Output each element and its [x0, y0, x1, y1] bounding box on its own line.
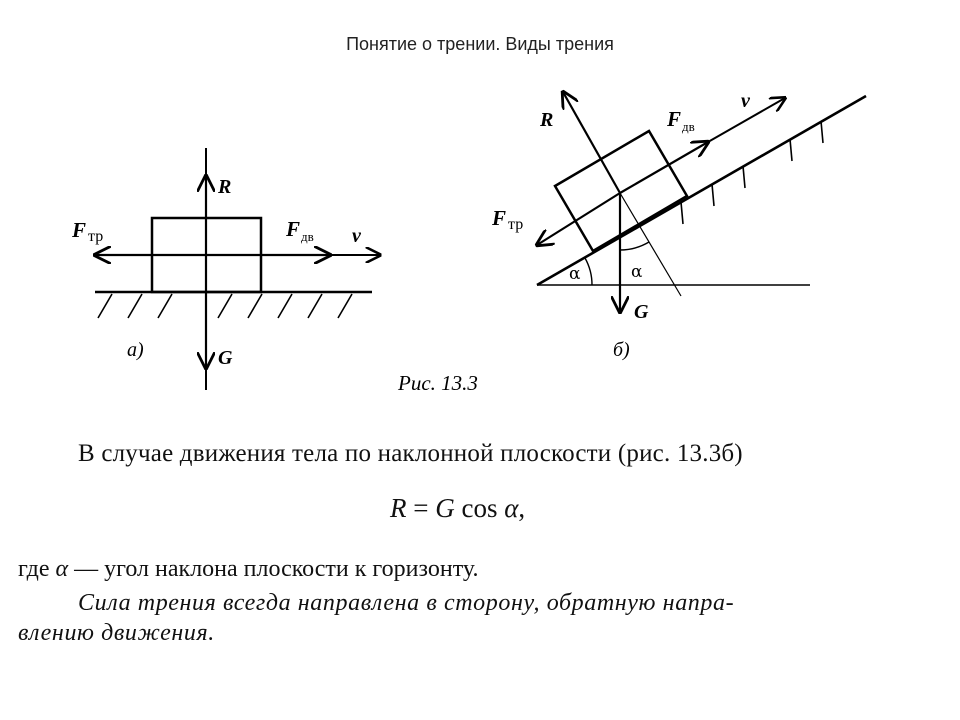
label-R-b: R — [540, 109, 554, 131]
formula-tail: , — [518, 493, 526, 523]
panel-label-b: б) — [613, 339, 630, 361]
label-Ftr-b: F тр — [492, 206, 524, 233]
panel-label-a: а) — [127, 339, 144, 361]
label-Fdv-a: $F_{дв}$ — [286, 217, 314, 244]
text-line-1: В случае движения тела по наклонной плоскости (рис. 13.3б) — [78, 440, 743, 467]
label-alpha-right-b: α — [631, 262, 643, 282]
formula — [390, 493, 525, 524]
figure-caption: Рис. 13.3 — [398, 371, 478, 395]
ground-hatching-a — [98, 294, 352, 318]
formula-G: G — [435, 493, 455, 523]
incline-hatching-b — [681, 121, 823, 224]
incline-line-b — [537, 96, 866, 285]
line3-prefix: где — [18, 556, 56, 582]
label-v-b: v — [741, 90, 750, 112]
formula-cos: cos — [454, 493, 505, 523]
text-line-5: влению движения. — [18, 620, 215, 646]
line3-alpha: α — [55, 556, 69, 582]
label-G-a: G — [218, 347, 233, 369]
label-G-b: G — [634, 301, 649, 323]
angle-arc-left-b — [585, 258, 592, 285]
slide-title: Понятие о трении. Виды трения — [346, 34, 614, 54]
label-Fdv-b: $F_{дв}$ — [667, 107, 695, 134]
arrow-Ftr-b — [537, 193, 620, 245]
panel-a — [71, 148, 380, 390]
line3-suffix: — угол наклона плоскости к горизонту. — [68, 556, 479, 582]
formula-alpha: α — [504, 493, 519, 523]
formula-lhs: R — [390, 493, 407, 523]
label-Ftr-a: F тр — [72, 218, 104, 245]
angle-arc-right-b — [620, 242, 649, 250]
arrow-R-b — [563, 92, 620, 193]
label-alpha-left-b: α — [569, 264, 581, 284]
panel-b — [491, 90, 866, 361]
formula-eq: = — [406, 493, 436, 523]
label-R-a: R — [218, 176, 232, 198]
label-v-a: v — [352, 225, 361, 247]
arrow-Fdv-b — [620, 142, 708, 193]
text-line-3 — [18, 556, 478, 583]
text-line-4: Сила трения всегда направлена в сторону, обратную напра- — [78, 590, 735, 616]
